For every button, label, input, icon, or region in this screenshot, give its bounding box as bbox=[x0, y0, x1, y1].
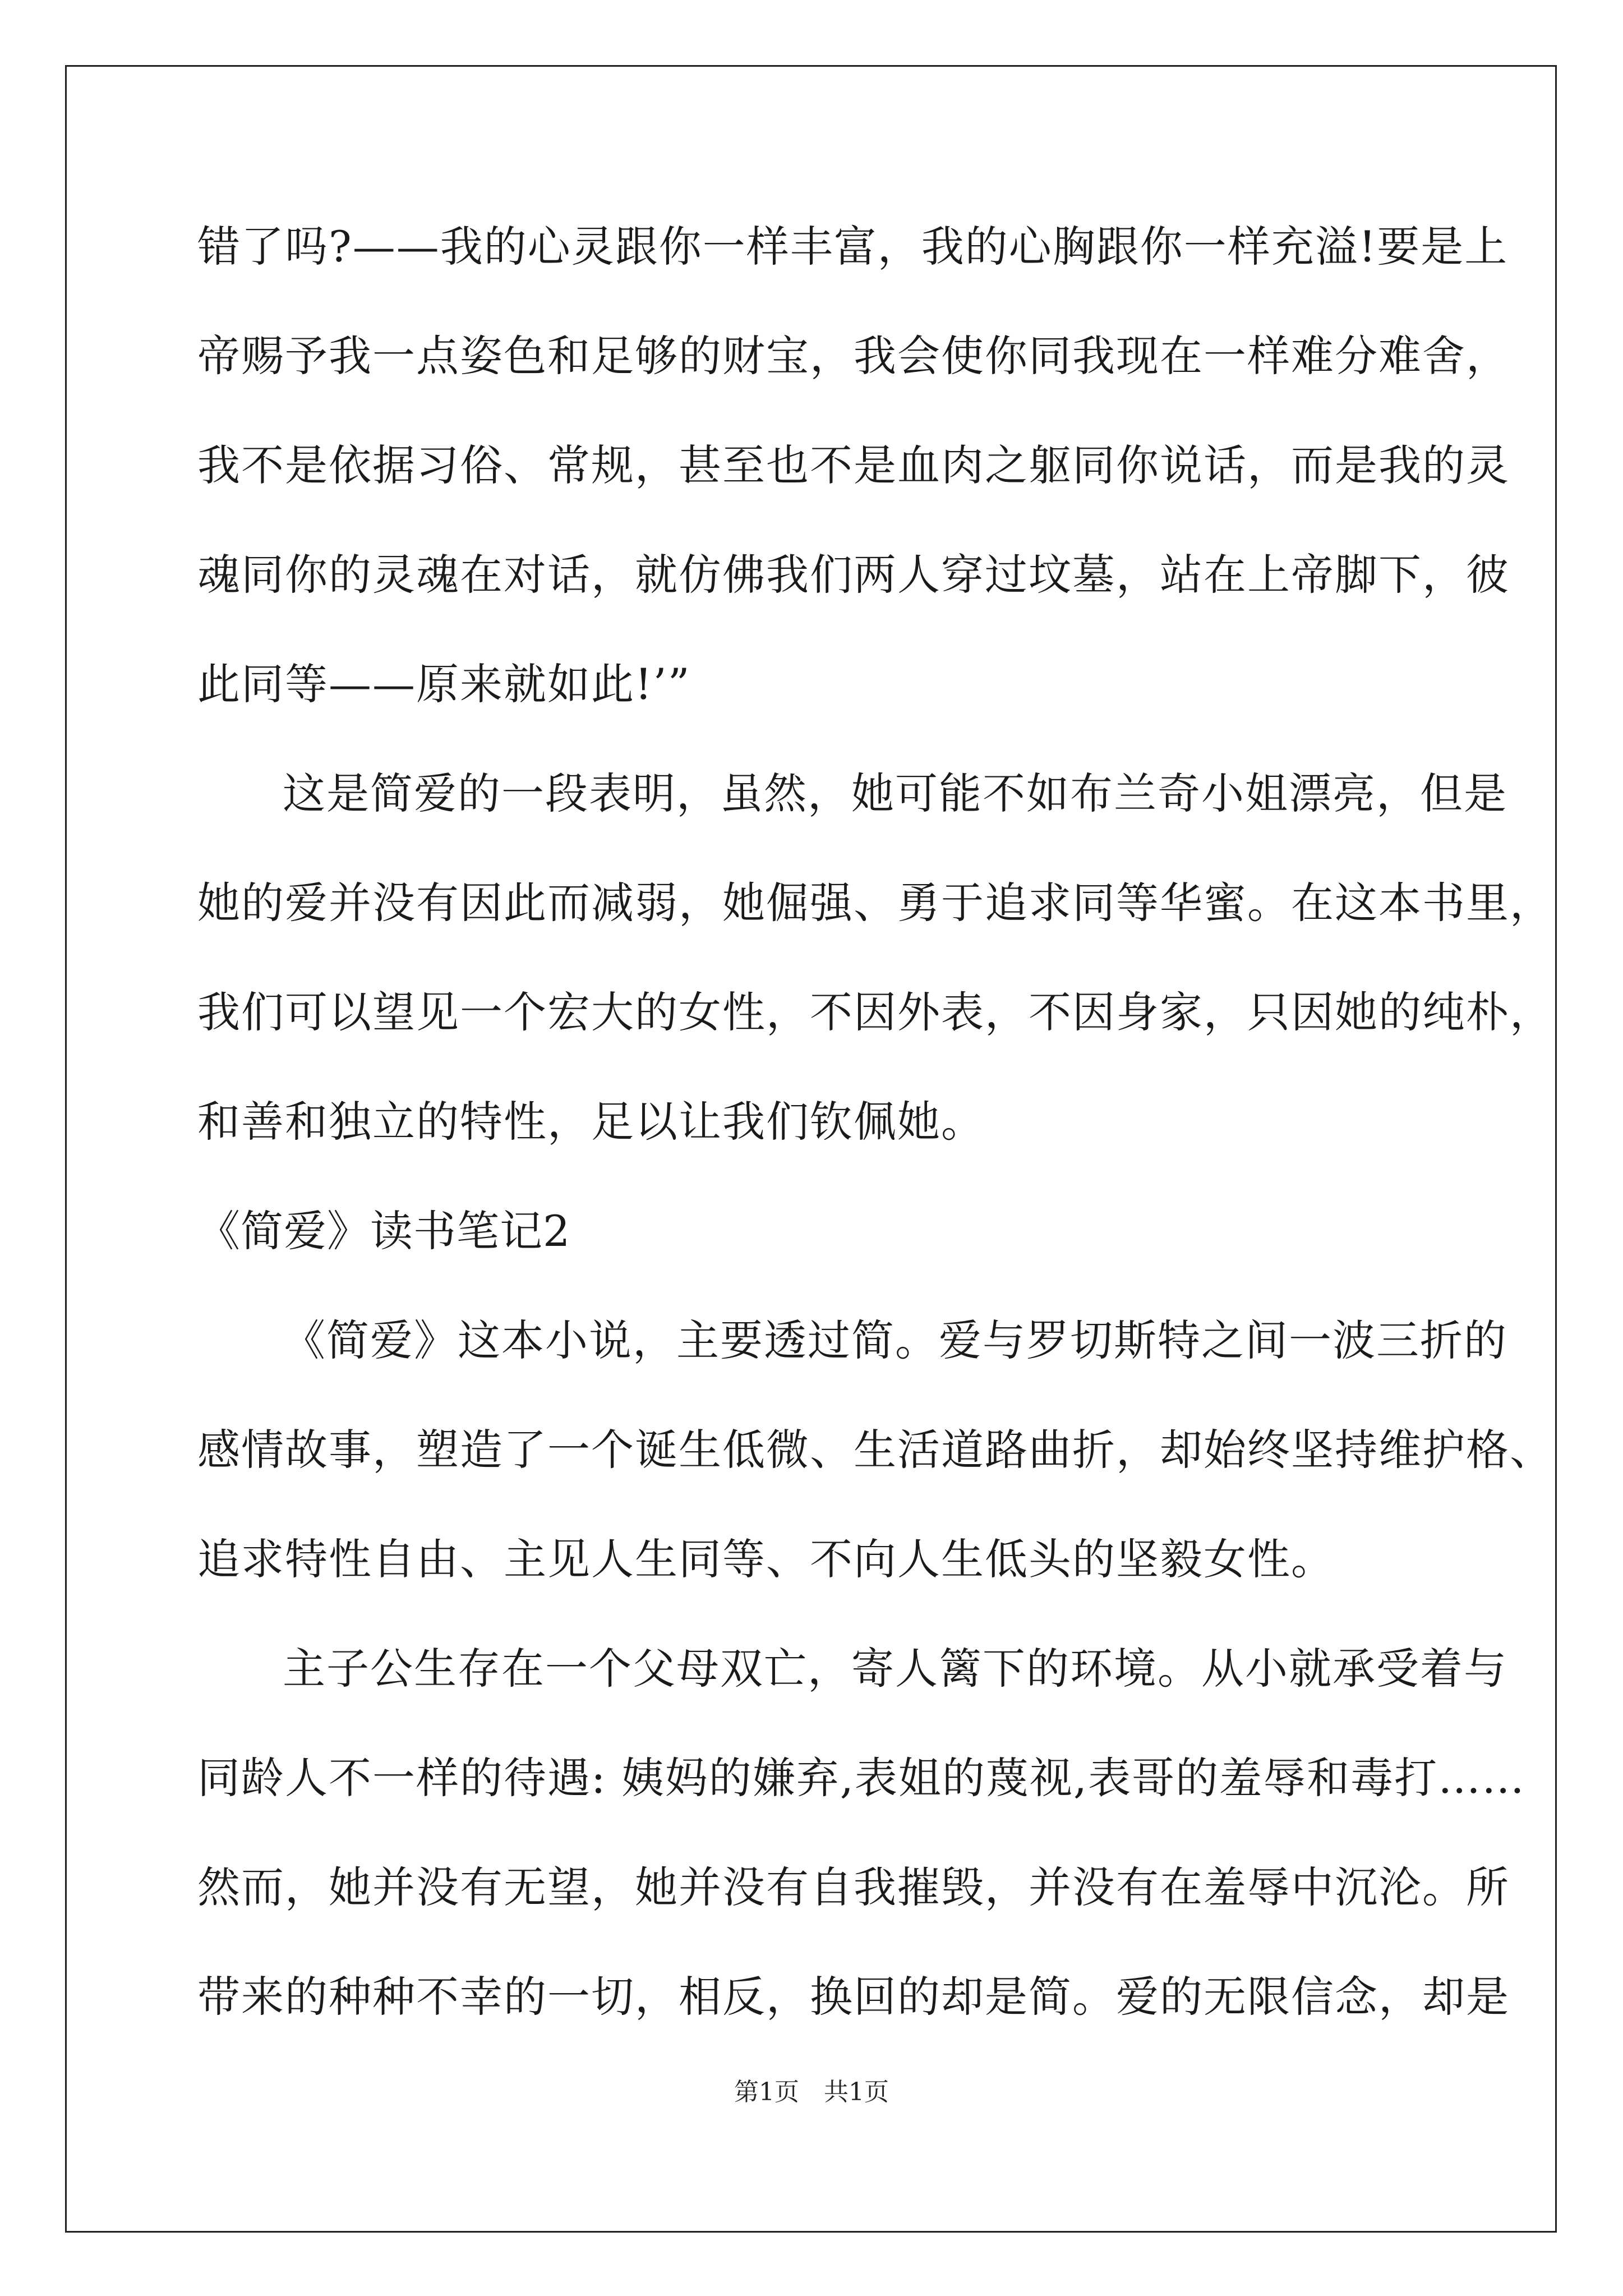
text-line: 同龄人不一样的待遇: 姨妈的嫌弃,表姐的蔑视,表哥的羞辱和毒打…… bbox=[197, 1753, 1526, 1803]
text-line: 我们可以望见一个宏大的女性，不因外表，不因身家，只因她的纯朴， bbox=[197, 987, 1553, 1037]
paragraph-first-line: 《简爱》这本小说，主要透过简。爱与罗切斯特之间一波三折的 bbox=[283, 1315, 1507, 1365]
text-line: 帝赐予我一点姿色和足够的财宝，我会使你同我现在一样难分难舍， bbox=[197, 331, 1510, 381]
text-line: 然而，她并没有无望，她并没有自我摧毁，并没有在羞辱中沉沦。所 bbox=[197, 1862, 1510, 1912]
text-line: 魂同你的灵魂在对话，就仿佛我们两人穿过坟墓，站在上帝脚下，彼 bbox=[197, 550, 1510, 600]
text-line: 带来的种种不幸的一切，相反，换回的却是简。爱的无限信念，却是 bbox=[197, 1972, 1510, 2022]
text-line: 此同等——原来就如此!’” bbox=[197, 659, 691, 709]
section-heading: 《简爱》读书笔记2 bbox=[197, 1206, 571, 1256]
text-line: 感情故事，塑造了一个诞生低微、生活道路曲折，却始终坚持维护格、 bbox=[197, 1425, 1553, 1475]
page-footer bbox=[0, 2076, 1623, 2109]
paragraph-first-line: 这是简爱的一段表明，虽然，她可能不如布兰奇小姐漂亮，但是 bbox=[283, 769, 1507, 818]
text-line: 她的爱并没有因此而减弱，她倔强、勇于追求同等华蜜。在这本书里， bbox=[197, 878, 1553, 928]
text-line: 我不是依据习俗、常规，甚至也不是血肉之躯同你说话，而是我的灵 bbox=[197, 440, 1510, 490]
page-number-label: 第1页 共1页 bbox=[734, 2078, 889, 2106]
text-line: 错了吗?——我的心灵跟你一样丰富，我的心胸跟你一样充溢!要是上 bbox=[197, 222, 1509, 272]
text-line: 和善和独立的特性，足以让我们钦佩她。 bbox=[197, 1097, 985, 1147]
paragraph-first-line: 主子公生存在一个父母双亡，寄人篱下的环境。从小就承受着与 bbox=[283, 1644, 1507, 1694]
document-body bbox=[197, 216, 1553, 2076]
text-line: 追求特性自由、主见人生同等、不向人生低头的坚毅女性。 bbox=[197, 1534, 1335, 1584]
